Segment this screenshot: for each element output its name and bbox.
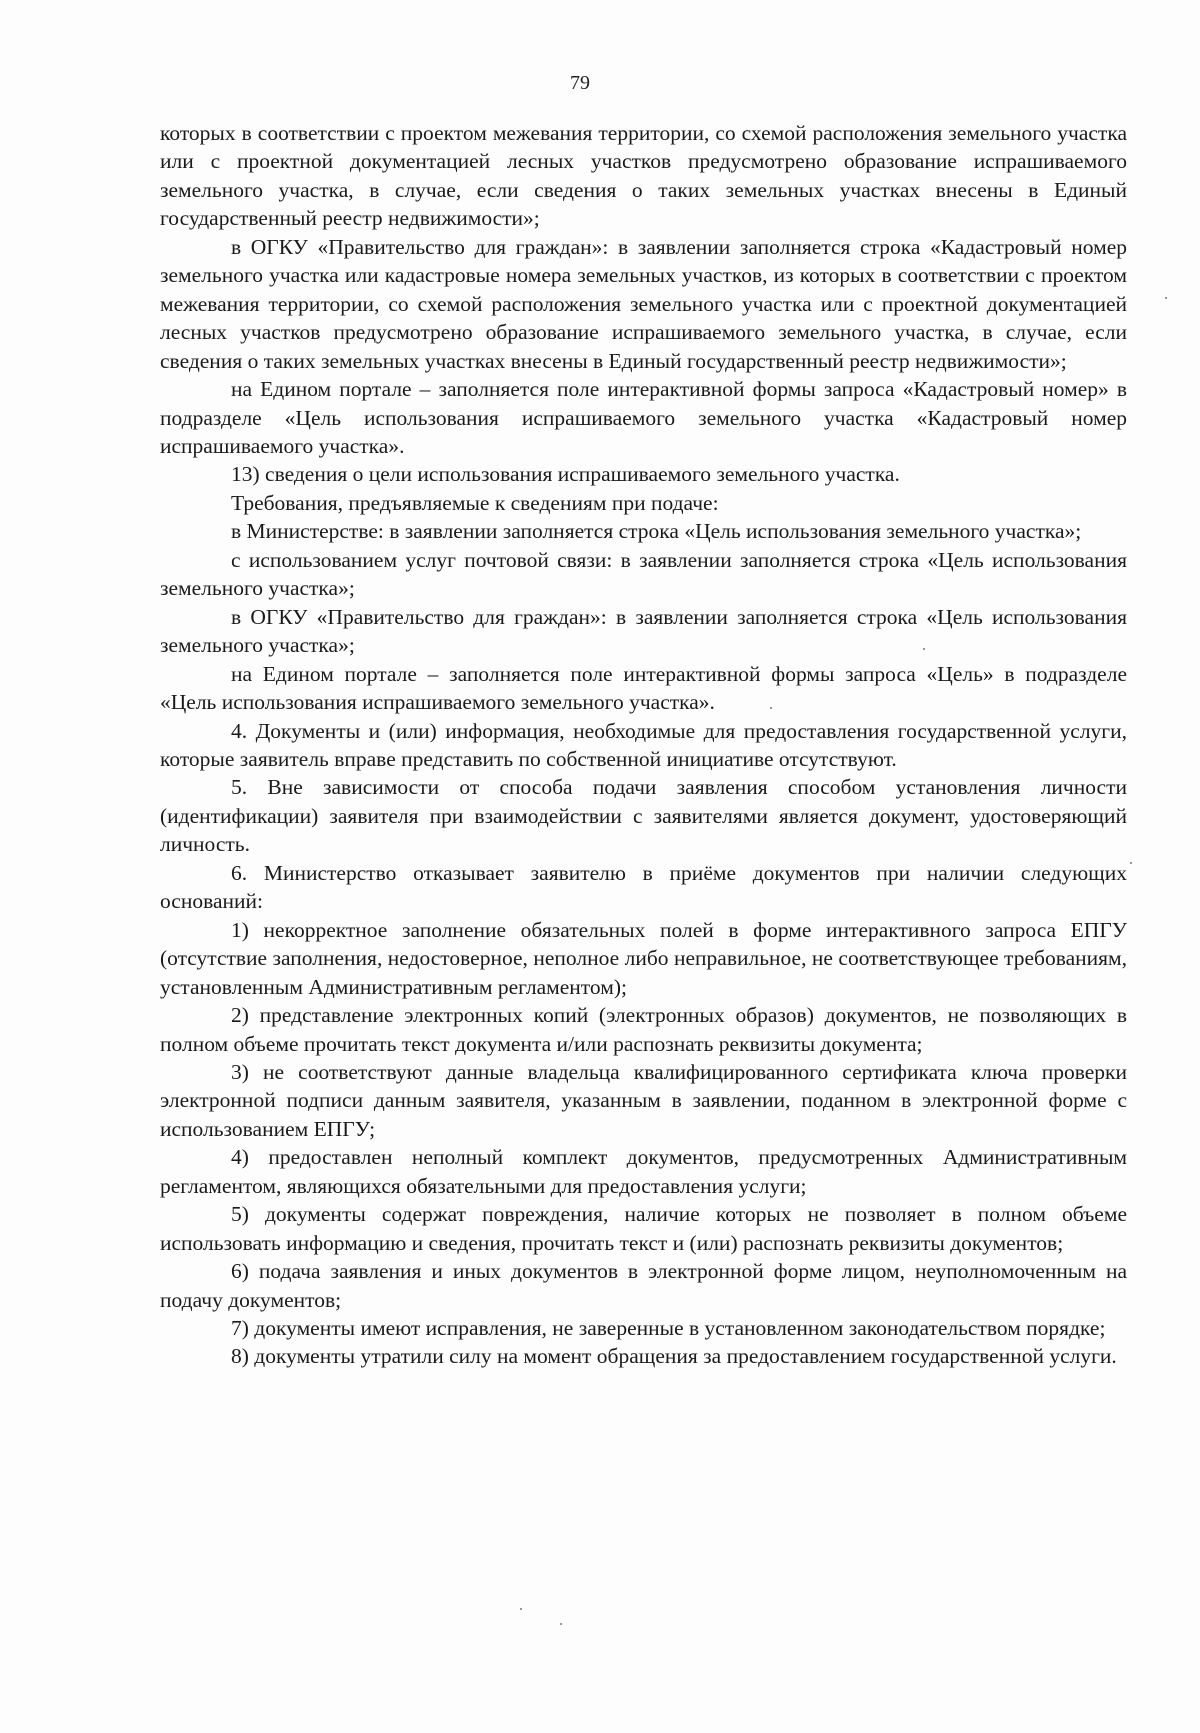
- document-body: [160, 119, 1127, 1371]
- paragraph-reason-3: 3) не соответствуют данные владельца квалифицированного сертификата ключа проверки электронной подписи данным заявителя, указанным в заявлении, поданном в электронной форме с использованием ЕПГУ;: [160, 1059, 1127, 1141]
- paragraph-reason-1: 1) некорректное заполнение обязательных полей в форме интерактивного запроса ЕПГУ (отсутствие заполнения, недостоверное, неполное либо неправильное, не соответствующее требованиям, установленным Административным регламентом);: [160, 917, 1127, 999]
- paragraph-postal-purpose: с использованием услуг почтовой связи: в заявлении заполняется строка «Цель использования земельного участка»;: [160, 547, 1127, 601]
- scan-speck: [560, 1623, 562, 1625]
- paragraph-reason-8: 8) документы утратили силу на момент обращения за предоставлением государственной услуги.: [231, 1344, 1117, 1369]
- paragraph-reason-2: 2) представление электронных копий (электронных образов) документов, не позволяющих в полном объеме прочитать текст документа и/или распознать реквизиты документа;: [160, 1003, 1127, 1056]
- paragraph-ogku-purpose: в ОГКУ «Правительство для граждан»: в заявлении заполняется строка «Цель использования земельного участка»;: [160, 604, 1127, 658]
- paragraph-cadastral-continuation: которых в соответствии с проектом межевания территории, со схемой расположения земельного участка или с проектной документацией лесных участков предусмотрено образование испрашиваемого земельного участка, в случае, если сведения о таких земельных участках внесены в Единый государственный реестр недвижимости»;: [160, 121, 1127, 231]
- paragraph-section-4: 4. Документы и (или) информация, необходимые для предоставления государственной услуги, которые заявитель вправе представить по собственной инициативе отсутствуют.: [160, 718, 1127, 771]
- paragraph-portal-cadastral: на Едином портале – заполняется поле интерактивной формы запроса «Кадастровый номер» в подразделе «Цель использования испрашиваемого земельного участка «Кадастровый номер испрашиваемого участка».: [160, 377, 1127, 458]
- paragraph-requirements: Требования, предъявляемые к сведениям при подаче:: [231, 490, 719, 515]
- scan-speck: [923, 648, 925, 650]
- paragraph-reason-5: 5) документы содержат повреждения, наличие которых не позволяет в полном объеме использовать информацию и сведения, прочитать текст и (или) распознать реквизиты документов;: [160, 1202, 1127, 1255]
- paragraph-ogku-cadastral: в ОГКУ «Правительство для граждан»: в заявлении заполняется строка «Кадастровый номер земельного участка или кадастровые номера земельных участков, из которых в соответствии с проектом межевания территории, со схемой расположения земельного участка или с проектной документацией лесных участков предусмотрено образование испрашиваемого земельного участка, в случае, если сведения о таких земельных участках внесены в Единый государственный реестр недвижимости»;: [160, 234, 1127, 373]
- paragraph-ministry-purpose: в Министерстве: в заявлении заполняется строка «Цель использования земельного участка»;: [231, 519, 1082, 544]
- scan-speck: [520, 1608, 522, 1610]
- scan-speck: [770, 707, 772, 709]
- scan-speck: [1165, 297, 1167, 299]
- scan-speck: [1130, 862, 1132, 864]
- paragraph-section-5: 5. Вне зависимости от способа подачи заявления способом установления личности (идентификации) заявителя при взаимодействии с заявителями является документ, удостоверяющий личность.: [160, 775, 1127, 857]
- paragraph-reason-4: 4) предоставлен неполный комплект документов, предусмотренных Административным регламентом, являющихся обязательными для предоставления услуги;: [160, 1145, 1127, 1198]
- paragraph-portal-purpose: на Едином портале – заполняется поле интерактивной формы запроса «Цель» в подразделе «Цель использования испрашиваемого земельного участка».: [160, 661, 1127, 715]
- paragraph-reason-7: 7) документы имеют исправления, не заверенные в установленном законодательством порядке;: [231, 1316, 1106, 1341]
- paragraph-reason-6: 6) подача заявления и иных документов в электронной форме лицом, неуполномоченным на подачу документов;: [160, 1259, 1127, 1312]
- paragraph-section-6: 6. Министерство отказывает заявителю в приёме документов при наличии следующих оснований:: [160, 860, 1127, 914]
- page-number: 79: [570, 72, 590, 94]
- paragraph-item-13: 13) сведения о цели использования испрашиваемого земельного участка.: [231, 462, 900, 487]
